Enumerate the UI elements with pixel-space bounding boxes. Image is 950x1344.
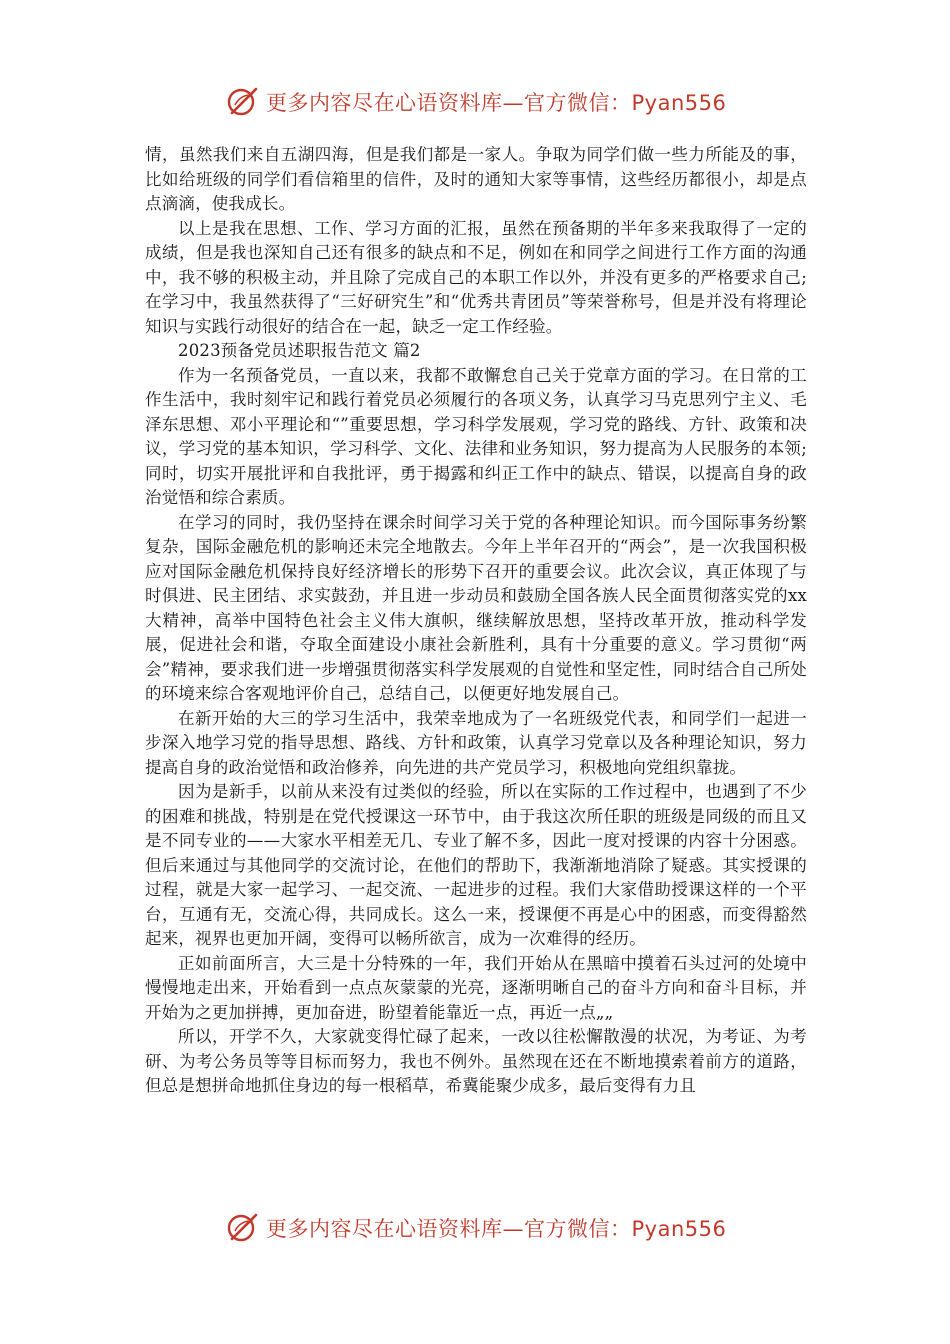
footer-banner [226, 1206, 746, 1250]
paragraph: 因为是新手，以前从来没有过类似的经验，所以在实际的工作过程中，也遇到了不少的困难和挑战，特别是在党代授课这一环节中，由于我这次所任职的班级是同级的而且又是不同专业的——大家水平相差无几、专业了解不多，因此一度对授课的内容十分困惑。但后来通过与其他同学的交流讨论，在他们的帮助下，我渐渐地消除了疑惑。其实授课的过程，就是大家一起学习、一起交流、一起进步的过程。我们大家借助授课这样的一个平台，互通有无，交流心得，共同成长。这么一来，授课便不再是心中的困惑，而变得豁然起来，视界也更加开阔，变得可以畅所欲言，成为一次难得的经历。 [145, 782, 807, 948]
paragraph: 以上是我在思想、工作、学习方面的汇报，虽然在预备期的半年多来我取得了一定的成绩，但是我也深知自己还有很多的缺点和不足，例如在和同学之间进行工作方面的沟通中，我不够的积极主动，并且除了完成自己的本职工作以外，并没有更多的严格要求自己;在学习中，我虽然获得了“三好研究生”和“优秀共青团员”等荣誉称号，但是并没有将理论知识与实践行动很好的结合在一起，缺乏一定工作经验。 [145, 218, 807, 336]
paragraph: 所以，开学不久，大家就变得忙碌了起来，一改以往松懈散漫的状况，为考证、为考研、为考公务员等等目标而努力，我也不例外。虽然现在还在不断地摸索着前方的道路，但总是想拼命地抓住身边的每一根稻草，希冀能聚少成多，最后变得有力且 [145, 1027, 807, 1095]
header-banner-text: 更多内容尽在心语资料库—官方微信：Pyan556 [266, 91, 727, 115]
paragraph: 作为一名预备党员，一直以来，我都不敢懈怠自己关于党章方面的学习。在日常的工作生活中，我时刻牢记和践行着党员必须履行的各项义务，认真学习马克思列宁主义、毛泽东思想、邓小平理论和“”重要思想，学习科学发展观，学习党的路线、方针、政策和决议，学习党的基本知识，学习科学、文化、法律和业务知识，努力提高为人民服务的本领;同时，切实开展批评和自我批评，勇于揭露和纠正工作中的缺点、错误，以提高自身的政治觉悟和综合素质。 [145, 365, 807, 507]
document-body [145, 143, 807, 1099]
header-banner [226, 80, 746, 124]
section-heading: 2023预备党员述职报告范文 篇2 [178, 341, 421, 360]
footer-banner-text: 更多内容尽在心语资料库—官方微信：Pyan556 [266, 1217, 727, 1241]
quill-logo-icon [226, 1211, 260, 1245]
paragraph: 在新开始的大三的学习生活中，我荣幸地成为了一名班级党代表，和同学们一起进一步深入地学习党的指导思想、路线、方针和政策，认真学习党章以及各种理论知识，努力提高自身的政治觉悟和政治修养，向先进的共产党员学习，积极地向党组织靠拢。 [145, 708, 807, 777]
paragraph: 情，虽然我们来自五湖四海，但是我们都是一家人。争取为同学们做一些力所能及的事，比如给班级的同学们看信箱里的信件，及时的通知大家等事情，这些经历都很小，却是点点滴滴，使我成长。 [145, 145, 807, 213]
paragraph: 正如前面所言，大三是十分特殊的一年，我们开始从在黑暗中摸着石头过河的处境中慢慢地走出来，开始看到一点点灰蒙蒙的光亮，逐渐明晰自己的奋斗方向和奋斗目标，并开始为之更加拼搏，更加奋进，盼望着能靠近一点，再近一点„„ [145, 953, 807, 1022]
paragraph: 在学习的同时，我仍坚持在课余时间学习关于党的各种理论知识。而今国际事务纷繁复杂，国际金融危机的影响还未完全地散去。今年上半年召开的“两会”，是一次我国积极应对国际金融危机保持良好经济增长的形势下召开的重要会议。此次会议，真正体现了与时俱进、民主团结、求实鼓劲，并且进一步动员和鼓励全国各族人民全面贯彻落实党的xx大精神，高举中国特色社会主义伟大旗帜，继续解放思想，坚持改革开放，推动科学发展，促进社会和谐，夺取全面建设小康社会新胜利，具有十分重要的意义。学习贯彻“两会”精神，要求我们进一步增强贯彻落实科学发展观的自觉性和坚定性，同时结合自己所处的环境来综合客观地评价自己，总结自己，以便更好地发展自己。 [145, 512, 807, 703]
quill-logo-icon [226, 85, 260, 119]
